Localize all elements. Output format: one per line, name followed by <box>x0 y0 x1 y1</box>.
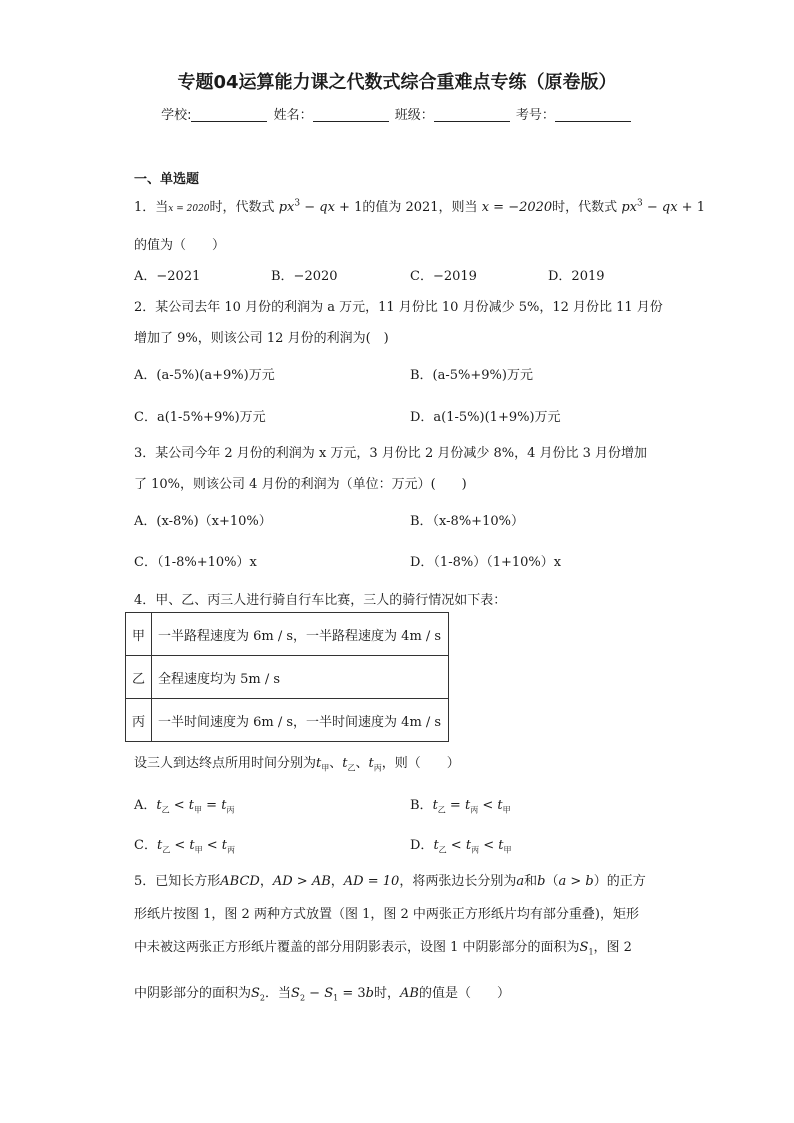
racer-description: 全程速度均为 5m / s <box>152 656 449 699</box>
q3-stem-line1: 3．某公司今年 2 月份的利润为 x 万元，3 月份比 2 月份减少 8%，4 月份比 3 月份增加 <box>134 446 648 461</box>
q3-option-a[interactable]: A．(x-8%)（x+10%） <box>134 514 272 529</box>
q1-option-d[interactable]: D．2019 <box>548 269 605 284</box>
racer-name: 甲 <box>126 613 152 656</box>
racer-description: 一半时间速度为 6m / s，一半时间速度为 4m / s <box>152 699 449 742</box>
class-label: 班级： <box>394 108 434 123</box>
name-label: 姓名： <box>273 108 313 123</box>
q1-expression-1: $px^3$ − qx + 1 <box>278 198 363 215</box>
q2-option-c[interactable]: C．a(1-5%+9%)万元 <box>134 410 266 425</box>
id-blank[interactable] <box>555 107 631 122</box>
racer-name: 乙 <box>126 656 152 699</box>
q1-option-a[interactable]: A．−2021 <box>134 269 201 284</box>
q4-option-a[interactable]: A．$t_乙 < t_甲 = t_丙$ <box>134 798 235 815</box>
race-table <box>125 612 449 742</box>
q1-stem-line1: 1．当x = 2020时，代数式 $px^3$ − qx + 1的值为 2021，则当 x = −2020时，代数式 $px^3$ − qx + 1 <box>134 198 705 215</box>
id-label: 考号： <box>515 108 555 123</box>
class-blank[interactable] <box>434 107 510 122</box>
q1-expression-2: $px^3$ − qx + 1 <box>621 198 705 215</box>
racer-description: 一半路程速度为 6m / s，一半路程速度为 4m / s <box>152 613 449 656</box>
q1-condition-1: x = 2020 <box>168 204 210 214</box>
q3-option-c[interactable]: C．（1-8%+10%）x <box>134 555 257 570</box>
name-blank[interactable] <box>313 107 389 122</box>
q2-stem-line1: 2．某公司去年 10 月份的利润为 a 万元，11 月份比 10 月份减少 5%，12 月份比 11 月份 <box>134 300 663 315</box>
q5-stem-line2: 形纸片按图 1，图 2 两种方式放置（图 1，图 2 中两张正方形纸片均有部分重叠)，矩形 <box>134 907 639 922</box>
school-label: 学校: <box>161 108 192 123</box>
q4-stem: 4．甲、乙、丙三人进行骑自行车比赛，三人的骑行情况如下表： <box>134 593 507 608</box>
q5-stem-line3: 中未被这两张正方形纸片覆盖的部分用阴影表示，设图 1 中阴影部分的面积为$S_1$，图 2 <box>134 940 632 957</box>
q3-option-d[interactable]: D．（1-8%）（1+10%）x <box>410 555 562 570</box>
q1-condition-2: x = −2020 <box>481 200 553 215</box>
q4-question: 设三人到达终点所用时间分别为$t_甲$、$t_乙$、$t_丙$，则（ ） <box>134 756 460 773</box>
q1-stem-line2: 的值为（ ） <box>134 238 226 253</box>
q5-stem-line4: 中阴影部分的面积为$S_2$．当$S_2 - S_1 = 3b$时，AB的值是（ ） <box>134 986 510 1003</box>
q4-option-d[interactable]: D．$t_乙 < t_丙 < t_甲$ <box>410 838 512 855</box>
table-row <box>126 699 449 742</box>
racer-name: 丙 <box>126 699 152 742</box>
q4-option-b[interactable]: B．$t_乙 = t_丙 < t_甲$ <box>410 798 511 815</box>
q5-stem-line1: 5．已知长方形ABCD，AD > AB，AD = 10，将两张边长分别为a和b（a > b）的正方 <box>134 874 646 889</box>
school-blank[interactable] <box>191 107 267 122</box>
table-row <box>126 656 449 699</box>
section-heading: 一、单选题 <box>134 172 200 187</box>
q3-option-b[interactable]: B．（x-8%+10%） <box>410 514 524 529</box>
q2-stem-line2: 增加了 9%，则该公司 12 月份的利润为( ) <box>134 331 389 346</box>
student-info-line <box>0 104 794 123</box>
q1-option-b[interactable]: B．−2020 <box>271 269 338 284</box>
q2-option-b[interactable]: B．(a-5%+9%)万元 <box>410 368 533 383</box>
table-row <box>126 613 449 656</box>
q1-option-c[interactable]: C．−2019 <box>410 269 477 284</box>
page-title: 专题04运算能力课之代数式综合重难点专练（原卷版） <box>177 72 617 93</box>
q4-option-c[interactable]: C．$t_乙 < t_甲 < t_丙$ <box>134 838 235 855</box>
q2-option-a[interactable]: A．(a-5%)(a+9%)万元 <box>134 368 275 383</box>
q2-option-d[interactable]: D．a(1-5%)(1+9%)万元 <box>410 410 561 425</box>
q3-stem-line2: 了 10%，则该公司 4 月份的利润为（单位：万元）( ) <box>134 477 467 492</box>
